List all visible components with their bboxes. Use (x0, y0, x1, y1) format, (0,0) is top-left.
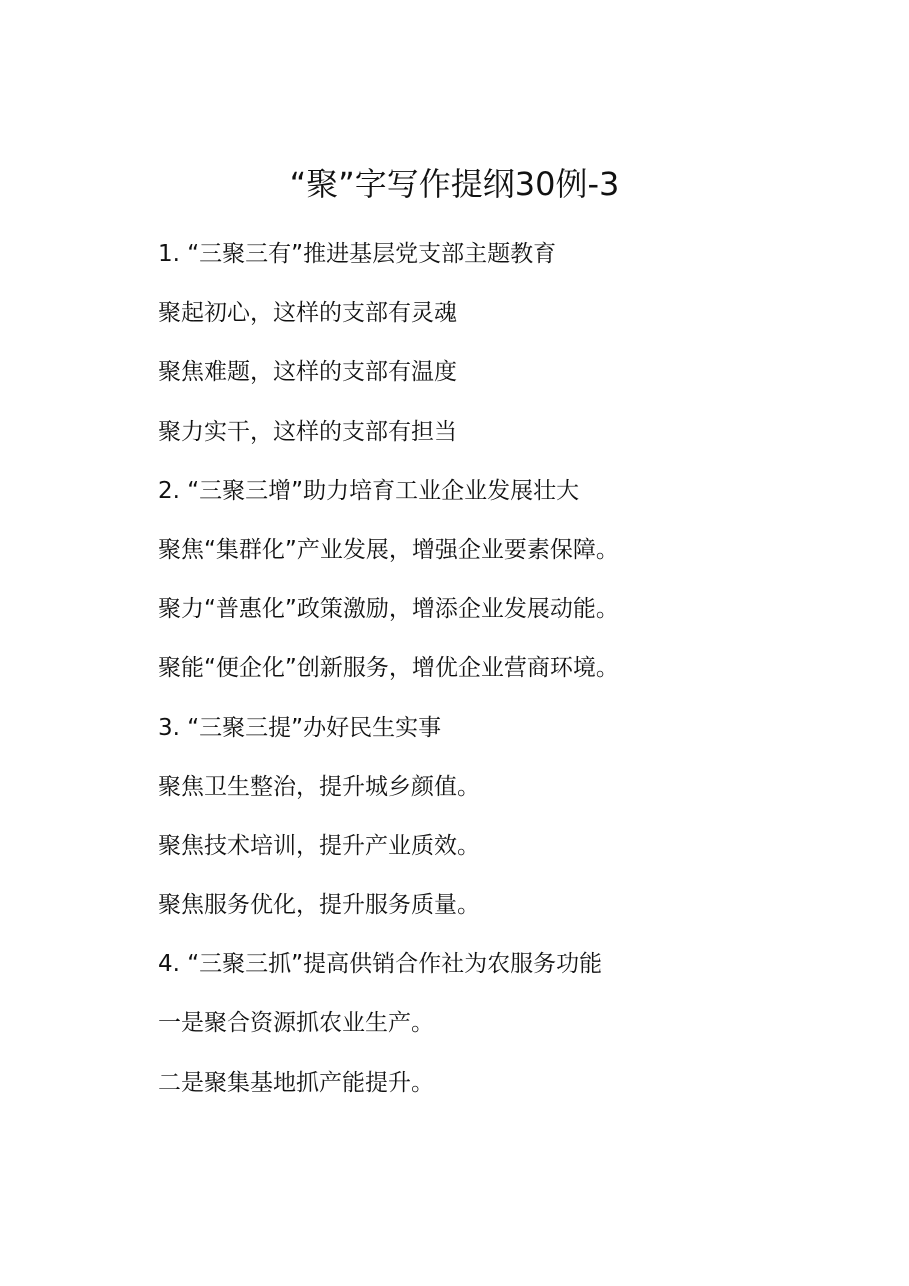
outline-line: 3. “三聚三提”办好民生实事 (158, 714, 442, 741)
outline-line: 二是聚集基地抓产能提升。 (158, 1069, 434, 1096)
document-title: “聚”字写作提纲30例-3 (289, 165, 620, 203)
outline-line: 聚力“普惠化”政策激励，增添企业发展动能。 (158, 596, 619, 623)
outline-line: 聚焦“集群化”产业发展，增强企业要素保障。 (158, 536, 619, 563)
outline-line: 聚能“便企化”创新服务，增优企业营商环境。 (158, 655, 619, 682)
outline-line: 聚焦难题，这样的支部有温度 (158, 359, 457, 386)
outline-line: 4. “三聚三抓”提高供销合作社为农服务功能 (158, 951, 603, 978)
outline-line: 聚焦技术培训，提升产业质效。 (158, 832, 480, 859)
outline-list (158, 238, 858, 1126)
outline-line: 一是聚合资源抓农业生产。 (158, 1010, 434, 1037)
outline-line: 聚焦卫生整治，提升城乡颜值。 (158, 773, 480, 800)
outline-line: 聚力实干，这样的支部有担当 (158, 418, 457, 445)
outline-line: 2. “三聚三增”助力培育工业企业发展壮大 (158, 477, 580, 504)
outline-line: 1. “三聚三有”推进基层党支部主题教育 (158, 241, 557, 267)
outline-line: 聚焦服务优化，提升服务质量。 (158, 892, 480, 919)
outline-line: 聚起初心，这样的支部有灵魂 (158, 300, 457, 327)
